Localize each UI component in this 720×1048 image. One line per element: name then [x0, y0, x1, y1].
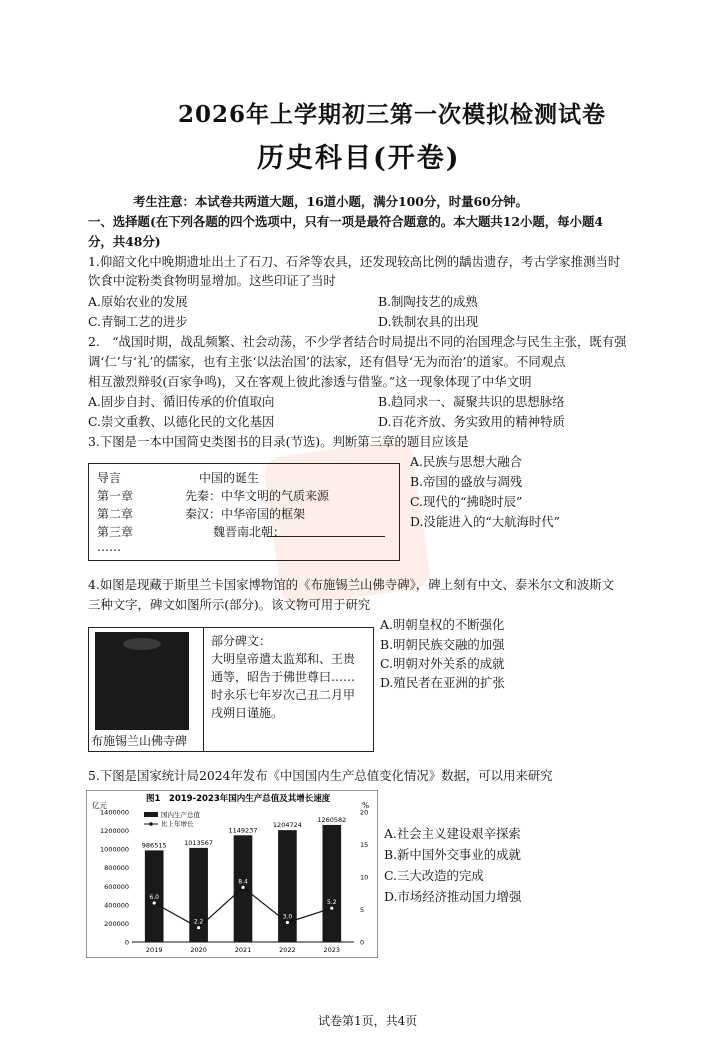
growth-point — [152, 901, 156, 905]
q1-option-d: D.铁制农具的出现 — [378, 314, 479, 329]
q4-option-c: C.明朝对外关系的成就 — [380, 656, 505, 671]
q1-option-c: C.青铜工艺的进步 — [88, 314, 188, 329]
q4-option-b: B.明朝民族交融的加强 — [380, 637, 505, 652]
section1-line2: 分，共48分) — [88, 234, 161, 249]
q5-option-d: D.市场经济推动国力增强 — [384, 889, 522, 904]
q4-stem-line1: 4.如图是现藏于斯里兰卡国家博物馆的《布施锡兰山佛寺碑》，碑上刻有中文、泰米尔文和波斯文 — [88, 577, 615, 592]
x-tick-label: 2020 — [190, 946, 207, 954]
growth-point — [197, 926, 201, 930]
q2-stem-line3: 相互激烈辩驳(百家争鸣)，又在客观上彼此渗透与借鉴。”这一现象体现了中华文明 — [88, 374, 532, 389]
inscription-line: 大明皇帝遣太监郑和、王贵 — [211, 652, 356, 666]
q1-stem-line1: 1.仰韶文化中晚期遗址出土了石刀、石斧等农具，还发现较高比例的龋齿遗存，考古学家推测当时 — [88, 254, 621, 269]
x-tick-label: 2023 — [323, 946, 341, 954]
page-footer: 试卷第1页，共4页 — [318, 1014, 418, 1028]
y-left-tick-label: 1200000 — [100, 827, 129, 836]
growth-point — [330, 906, 334, 910]
y-left-tick-label: 1400000 — [100, 808, 129, 817]
section1-line1: 一、选择题(在下列各题的四个选项中，只有一项是最符合题意的。本大题共12小题，每小题4 — [88, 214, 603, 229]
notice: 考生注意：本试卷共两道大题，16道小题，满分100分，时量60分钟。 — [133, 194, 528, 209]
growth-value-label: 2.2 — [193, 918, 204, 926]
gdp-bar — [322, 825, 341, 942]
growth-value-label: 5.2 — [327, 899, 337, 907]
inscription-line: 部分碑文： — [211, 634, 272, 648]
q2-option-b: B.趋同求一、凝聚共识的思想脉络 — [378, 394, 565, 409]
toc-title: 先秦：中华文明的气质来源 — [185, 489, 330, 503]
bar-value-label: 1260582 — [317, 815, 347, 824]
bar-value-label: 1204724 — [272, 821, 302, 830]
toc-chapter: 第三章 — [97, 525, 134, 539]
stele-photo — [95, 632, 189, 730]
growth-point — [241, 885, 245, 889]
toc-ellipsis: …… — [97, 540, 121, 554]
toc-title: 秦汉：中华帝国的框架 — [185, 507, 306, 521]
growth-value-label: 3.0 — [282, 913, 293, 921]
bar-value-label: 1149237 — [228, 826, 258, 835]
y-right-tick-label: 0 — [360, 938, 365, 947]
q3-option-a: A.民族与思想大融合 — [410, 454, 523, 469]
y-right-tick-label: 5 — [360, 906, 365, 914]
q1-option-b: B.制陶技艺的成熟 — [378, 294, 478, 309]
x-tick-label: 2022 — [279, 946, 296, 954]
q3-stem: 3.下图是一本中国简史类图书的目录(节选)。判断第三章的题目应该是 — [88, 434, 469, 449]
inscription-line: 时永乐七年岁次己丑二月甲 — [211, 688, 356, 702]
y-left-tick-label: 0 — [124, 938, 129, 947]
stele-caption: 布施锡兰山佛寺碑 — [91, 734, 188, 748]
q1-option-a: A.原始农业的发展 — [88, 294, 188, 309]
growth-value-label: 8.4 — [238, 878, 248, 886]
y-left-tick-label: 400000 — [104, 901, 129, 910]
chart-title: 图1 2019-2023年国内生产总值及其增长速度 — [146, 794, 331, 804]
growth-point — [285, 921, 289, 925]
left-axis-unit: 亿元 — [92, 801, 107, 810]
bar-value-label: 1013567 — [184, 838, 214, 847]
q2-stem-line1: 2. “战国时期，战乱频繁、社会动荡，不少学者结合时局提出不同的治国理念与民生主张，既有强 — [88, 334, 627, 349]
q1-stem-line2: 饮食中淀粉类食物明显增加。这些印证了当时 — [88, 273, 336, 288]
growth-value-label: 6.0 — [149, 894, 159, 901]
toc-chapter: 第一章 — [97, 489, 134, 503]
q3-option-d: D.没能进入的“大航海时代” — [410, 514, 561, 529]
q4-stem-line2: 三种文字，碑文如图所示(部分)。该文物可用于研究 — [88, 597, 371, 612]
q3-option-b: B.帝国的盛放与凋残 — [410, 474, 523, 489]
inscription-line: 通等，昭告于佛世尊曰…… — [211, 670, 356, 684]
q2-stem-line2: 调‘仁’与‘礼’的儒家，也有主张‘以法治国’的法家，还有倡导‘无为而治’的道家。不同观点 — [88, 354, 566, 369]
gdp-chart — [86, 790, 378, 958]
y-left-tick-label: 800000 — [104, 864, 129, 873]
q5-option-a: A.社会主义建设艰辛探索 — [384, 826, 521, 841]
q2-option-c: C.崇文重教、以德化民的文化基因 — [88, 414, 275, 429]
box-divider — [203, 628, 204, 751]
y-right-tick-label: 20 — [360, 808, 369, 817]
bar-value-label: 986515 — [141, 841, 167, 850]
gdp-bar — [278, 830, 297, 942]
x-tick-label: 2019 — [145, 946, 163, 954]
legend-bar-swatch — [144, 812, 158, 817]
q4-option-a: A.明朝皇权的不断强化 — [380, 617, 505, 632]
right-axis-unit: % — [362, 801, 370, 810]
toc-title: 中国的诞生 — [199, 471, 260, 485]
exam-title: 2026年上学期初三第一次模拟检测试卷 — [178, 101, 607, 128]
toc-answer-blank — [267, 523, 385, 537]
toc-title: 魏晋南北朝： — [213, 525, 286, 539]
y-left-tick-label: 600000 — [104, 882, 129, 891]
y-left-tick-label: 200000 — [104, 919, 129, 928]
q5-option-b: B.新中国外交事业的成就 — [384, 847, 521, 862]
q2-option-a: A.固步自封、循旧传承的价值取向 — [88, 394, 275, 409]
legend-line-marker — [149, 822, 153, 826]
q3-toc-box — [88, 463, 400, 561]
inscription-line: 戌朔日谨施。 — [211, 706, 284, 720]
q5-stem: 5.下图是国家统计局2024年发布《中国国内生产总值变化情况》数据，可以用来研究 — [88, 768, 553, 783]
toc-chapter: 导言 — [97, 471, 122, 485]
y-right-tick-label: 10 — [360, 873, 369, 882]
toc-chapter: 第二章 — [97, 507, 134, 521]
q5-option-c: C.三大改造的完成 — [384, 868, 484, 883]
q2-option-d: D.百花齐放、务实致用的精神特质 — [378, 414, 565, 429]
exam-subtitle: 历史科目(开卷) — [257, 143, 461, 174]
q4-option-d: D.殖民者在亚洲的扩张 — [380, 675, 505, 690]
x-tick-label: 2021 — [234, 946, 252, 954]
legend-growth: 比上年增长 — [161, 820, 194, 828]
legend-gdp: 国内生产总值 — [161, 811, 200, 819]
q4-stele-box — [88, 627, 374, 752]
y-left-tick-label: 1000000 — [100, 845, 129, 854]
q3-option-c: C.现代的“拂晓时辰” — [410, 494, 523, 509]
y-right-tick-label: 15 — [360, 841, 369, 849]
